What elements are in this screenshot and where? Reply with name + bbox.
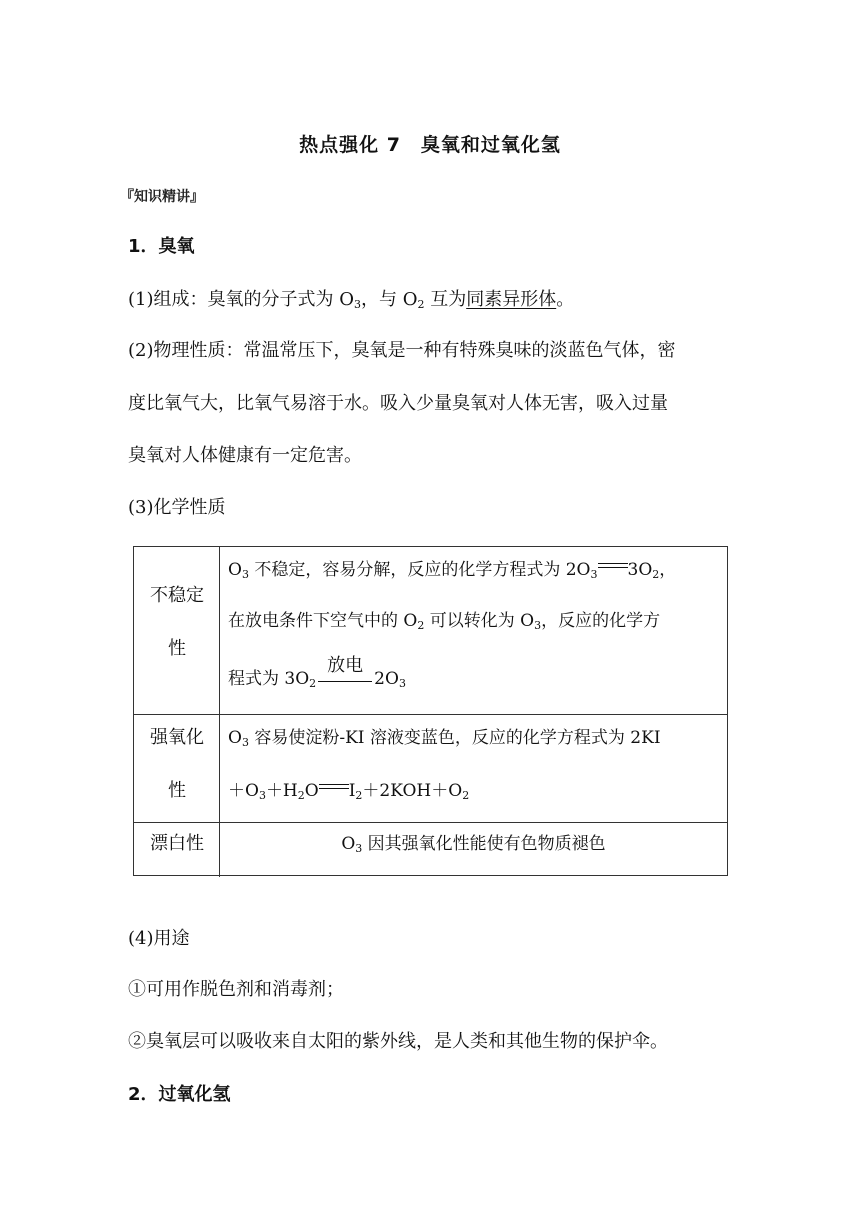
composition-sub2: 2 [417, 298, 425, 311]
use-item-2: ②臭氧层可以吸收来自太阳的紫外线，是人类和其他生物的保护伞。 [128, 1031, 668, 1052]
composition-paragraph [128, 286, 574, 319]
ozone-heading: 1．臭氧 [128, 236, 195, 257]
physical-line-3: 臭氧对人体健康有一定危害。 [128, 445, 362, 466]
unstable-line3 [228, 655, 406, 690]
u3b: 2O [374, 669, 399, 689]
discharge-condition: 放电 [327, 655, 364, 676]
u1d: ， [659, 560, 677, 580]
use-item-1: ①可用作脱色剂和消毒剂； [128, 979, 344, 1000]
label-unstable [134, 547, 220, 714]
properties-table [133, 546, 728, 876]
equals-sign [319, 782, 349, 792]
o2b: ＋H [265, 781, 298, 801]
u2a: 在放电条件下空气中的 O [228, 611, 418, 631]
unstable-line2 [228, 606, 660, 632]
content-unstable [220, 547, 727, 714]
b1s: 3 [355, 842, 363, 855]
unstable-line1 [228, 555, 676, 581]
section-tag: 『知识精讲』 [120, 189, 204, 205]
composition-prefix: (1)组成：臭氧的分子式为 O [128, 289, 354, 310]
o2c: O [304, 781, 319, 801]
o2s3: 2 [355, 789, 363, 802]
u1c: 3O [627, 560, 653, 580]
reaction-bar [318, 681, 372, 682]
o2e: ＋2KOH＋O [362, 781, 463, 801]
composition-mid: ，与 O [360, 289, 418, 310]
u1s2: 3 [590, 568, 598, 581]
u3s: 2 [309, 677, 317, 690]
o2a: ＋O [228, 781, 259, 801]
u1a: O [228, 560, 242, 580]
oxidizing-line2 [228, 776, 469, 802]
physical-line-2: 度比氧气大，比氧气易溶于水。吸入少量臭氧对人体无害，吸入过量 [128, 393, 668, 414]
page-title: 热点强化 7 臭氧和过氧化氢 [299, 134, 561, 156]
o2s: 3 [258, 789, 266, 802]
o1s: 3 [241, 736, 249, 749]
chemical-heading: (3)化学性质 [128, 497, 226, 518]
u2b: 可以转化为 O [424, 611, 535, 631]
b1a: O [341, 834, 356, 854]
h2o2-heading: 2．过氧化氢 [128, 1084, 231, 1105]
content-bleaching [220, 823, 727, 877]
composition-sub1: 3 [353, 298, 361, 311]
section-tag-label: 知识精讲 [134, 189, 190, 205]
physical-line-1: (2)物理性质：常温常压下，臭氧是一种有特殊臭味的淡蓝色气体，密 [128, 340, 676, 361]
o2d: I [348, 781, 356, 801]
label-unstable-line2: 性 [168, 638, 186, 659]
composition-suffix: 。 [556, 289, 575, 310]
u1s3: 2 [652, 568, 660, 581]
content-oxidizing [220, 715, 727, 822]
table-row-oxidizing [134, 714, 727, 822]
o2s2: 2 [297, 789, 305, 802]
o1a: O [228, 728, 242, 748]
u3a: 程式为 3O [228, 669, 310, 689]
discharge-arrow [316, 655, 374, 689]
label-unstable-line1: 不稳定 [150, 585, 204, 606]
composition-mid2: 互为 [424, 289, 467, 310]
table-row-unstable [134, 547, 727, 714]
oxidizing-line1 [228, 723, 661, 749]
table-row-bleaching [134, 822, 727, 877]
label-bleaching [134, 823, 220, 877]
label-oxidizing-line2: 性 [168, 780, 186, 801]
label-oxidizing-line1: 强氧化 [150, 727, 204, 748]
u1b: 不稳定，容易分解，反应的化学方程式为 2O [248, 560, 591, 580]
label-oxidizing [134, 715, 220, 822]
b1b: 因其强氧化性能使有色物质褪色 [362, 834, 606, 854]
uses-heading: (4)用途 [128, 928, 190, 949]
o2s4: 2 [462, 789, 470, 802]
equals-sign [598, 561, 628, 571]
u3s2: 3 [398, 677, 406, 690]
u2s: 2 [417, 619, 425, 632]
label-bleaching-text: 漂白性 [150, 833, 204, 854]
o1b: 容易使淀粉-KI 溶液变蓝色，反应的化学方程式为 2KI [248, 728, 661, 748]
u1s: 3 [241, 568, 249, 581]
u2c: ，反应的化学方 [541, 611, 661, 631]
bleaching-text [220, 829, 727, 855]
allotrope-term: 同素异形体 [466, 289, 557, 310]
u2s2: 3 [534, 619, 542, 632]
